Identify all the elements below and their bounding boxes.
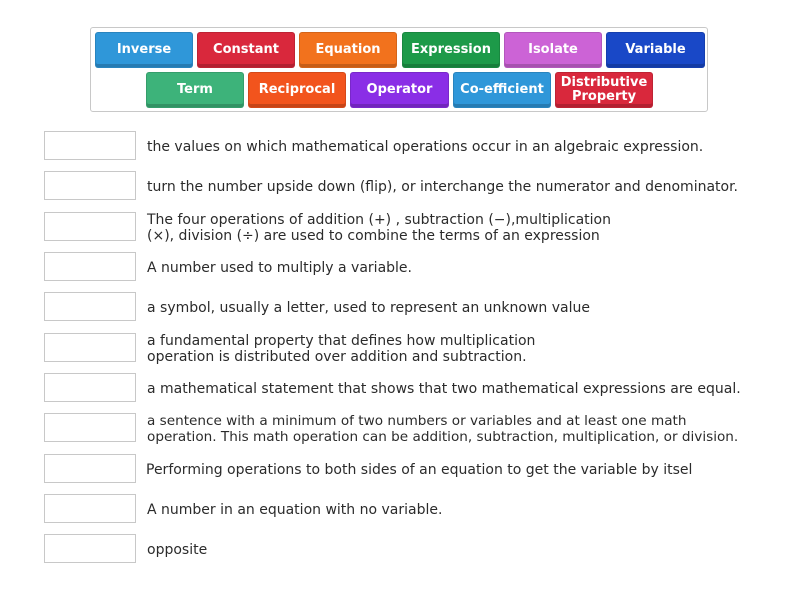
definition-row bbox=[44, 333, 784, 364]
answer-drop-box[interactable] bbox=[44, 171, 136, 200]
answer-drop-box[interactable] bbox=[44, 252, 136, 281]
definition-text: turn the number upside down (flip), or interchange the numerator and denominator. bbox=[147, 178, 739, 195]
tile-co-efficient[interactable] bbox=[453, 72, 551, 108]
definition-text: The four operations of addition (+) , subtraction (−),multiplication (×), division (÷) are used to combine the terms of an expression bbox=[147, 211, 611, 244]
answer-drop-box[interactable] bbox=[44, 131, 136, 160]
definition-text: opposite bbox=[147, 541, 208, 558]
answer-drop-box[interactable] bbox=[44, 494, 136, 523]
definition-text: Performing operations to both sides of an equation to get the variable by itsel bbox=[146, 461, 693, 478]
tile-inverse[interactable] bbox=[95, 32, 193, 68]
definition-text: a symbol, usually a letter, used to represent an unknown value bbox=[147, 299, 590, 316]
tile-label: Inverse bbox=[116, 42, 172, 57]
tile-distributive-property[interactable] bbox=[555, 72, 653, 108]
answer-drop-box[interactable] bbox=[44, 413, 136, 442]
answer-drop-box[interactable] bbox=[44, 333, 136, 362]
definition-row bbox=[44, 252, 784, 283]
tile-term[interactable] bbox=[146, 72, 244, 108]
tile-label: Reciprocal bbox=[258, 82, 336, 97]
tile-operator[interactable] bbox=[350, 72, 449, 108]
tile-label: Operator bbox=[366, 82, 433, 97]
definition-text: a sentence with a minimum of two numbers or variables and at least one math operation. This math operation can be addition, subtraction, multiplication, or division. bbox=[147, 412, 739, 445]
tile-label: Equation bbox=[315, 42, 381, 57]
definition-row bbox=[44, 131, 784, 162]
answer-drop-box[interactable] bbox=[44, 454, 136, 483]
definition-text: the values on which mathematical operations occur in an algebraic expression. bbox=[147, 138, 704, 155]
tile-label: Constant bbox=[213, 42, 279, 57]
tile-constant[interactable] bbox=[197, 32, 295, 68]
tile-expression[interactable] bbox=[402, 32, 500, 68]
definition-row bbox=[44, 413, 784, 444]
tile-isolate[interactable] bbox=[504, 32, 602, 68]
definition-row bbox=[44, 212, 784, 243]
definition-row bbox=[44, 292, 784, 323]
tile-reciprocal[interactable] bbox=[248, 72, 346, 108]
answer-drop-box[interactable] bbox=[44, 292, 136, 321]
definition-text: A number in an equation with no variable. bbox=[147, 501, 443, 518]
tile-variable[interactable] bbox=[606, 32, 705, 68]
tile-label: Co-efficient bbox=[460, 82, 544, 97]
answer-drop-box[interactable] bbox=[44, 534, 136, 563]
word-bank bbox=[90, 27, 708, 112]
definition-row bbox=[44, 171, 784, 202]
definition-row bbox=[44, 494, 784, 525]
answer-drop-box[interactable] bbox=[44, 212, 136, 241]
definition-text: a fundamental property that defines how multiplication operation is distributed over addition and subtraction. bbox=[147, 332, 536, 365]
tile-label: Variable bbox=[625, 42, 686, 57]
tile-label: Term bbox=[177, 82, 213, 97]
definition-row bbox=[44, 454, 784, 485]
definition-text: A number used to multiply a variable. bbox=[147, 259, 412, 276]
tile-label: Expression bbox=[411, 42, 491, 57]
tile-label: Distributive Property bbox=[560, 75, 648, 104]
definition-row bbox=[44, 534, 784, 565]
tile-label: Isolate bbox=[528, 42, 578, 57]
tile-equation[interactable] bbox=[299, 32, 397, 68]
definition-text: a mathematical statement that shows that two mathematical expressions are equal. bbox=[147, 380, 741, 397]
definition-row bbox=[44, 373, 784, 404]
answer-drop-box[interactable] bbox=[44, 373, 136, 402]
